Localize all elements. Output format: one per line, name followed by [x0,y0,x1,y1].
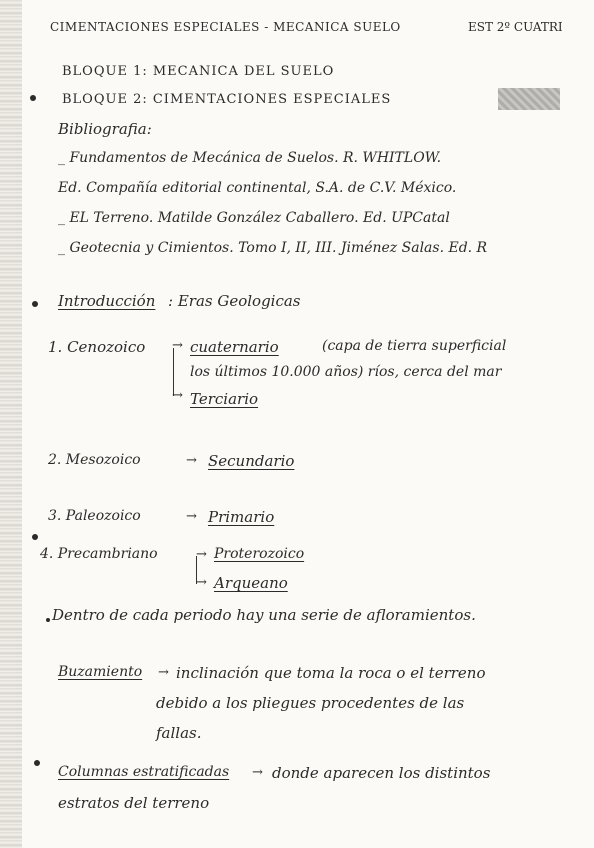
bibliography-item-2: _ EL Terreno. Matilde González Caballero. Ed. UPCatal [58,210,450,226]
period-cuaternario: cuaternario [190,338,279,356]
page-header-course: EST 2º CUATRI [468,20,563,34]
buzamiento-definition-2: debido a los pliegues procedentes de las [156,694,465,712]
period-primario: Primario [208,508,275,526]
bibliography-heading: Bibliografia: [58,120,152,138]
columnas-definition-2: estratos del terreno [58,794,210,812]
ink-stamp-smudge [498,88,560,110]
bibliography-item-1-publisher: Ed. Compañía editorial continental, S.A. de C.V. México. [58,180,457,196]
periods-note: Dentro de cada periodo hay una serie de afloramientos. [52,606,476,624]
term-columnas-estratificadas: Columnas estratificadas [58,764,230,780]
arrow-right-icon: → [186,453,197,468]
bullet-point [32,301,38,307]
arrow-right-icon: → [252,765,263,780]
introduction-subtitle: : Eras Geologicas [168,292,301,310]
arrow-right-icon: → [172,338,183,353]
arrow-right-icon: → [158,665,169,680]
buzamiento-definition-1: inclinación que toma la roca o el terreno [176,664,486,682]
arrow-right-icon: → [196,547,207,562]
bullet-point [46,618,50,622]
page-header-title: CIMENTACIONES ESPECIALES - MECANICA SUELO [50,20,401,34]
era-mesozoico: 2. Mesozoico [48,452,141,468]
buzamiento-definition-3: fallas. [156,724,202,742]
introduction-heading: Introducción [58,292,156,310]
notebook-binding-edge [0,0,22,848]
margin-dot [32,534,38,540]
period-arqueano: Arqueano [214,574,288,592]
era-precambriano: 4. Precambriano [40,546,158,562]
columnas-definition-1: donde aparecen los distintos [272,764,491,782]
era-paleozoico: 3. Paleozoico [48,508,141,524]
cuaternario-description-1: (capa de tierra superficial [322,338,507,354]
period-proterozoico: Proterozoico [214,546,305,562]
arrow-right-icon: → [172,388,183,403]
bibliography-item-3: _ Geotecnia y Cimientos. Tomo I, II, III. Jiménez Salas. Ed. R [58,240,488,256]
bullet-point [34,760,40,766]
block-2-title: BLOQUE 2: CIMENTACIONES ESPECIALES [62,92,392,107]
arrow-right-icon: → [186,509,197,524]
arrow-right-icon: → [196,575,207,590]
term-buzamiento: Buzamiento [58,664,143,680]
bibliography-item-1: _ Fundamentos de Mecánica de Suelos. R. WHITLOW. [58,150,442,166]
cuaternario-description-2: los últimos 10.000 años) ríos, cerca del mar [190,364,502,380]
era-cenozoico: 1. Cenozoico [48,338,146,356]
period-secundario: Secundario [208,452,295,470]
block-1-title: BLOQUE 1: MECANICA DEL SUELO [62,64,335,79]
period-terciario: Terciario [190,390,259,408]
margin-dot [30,95,36,101]
